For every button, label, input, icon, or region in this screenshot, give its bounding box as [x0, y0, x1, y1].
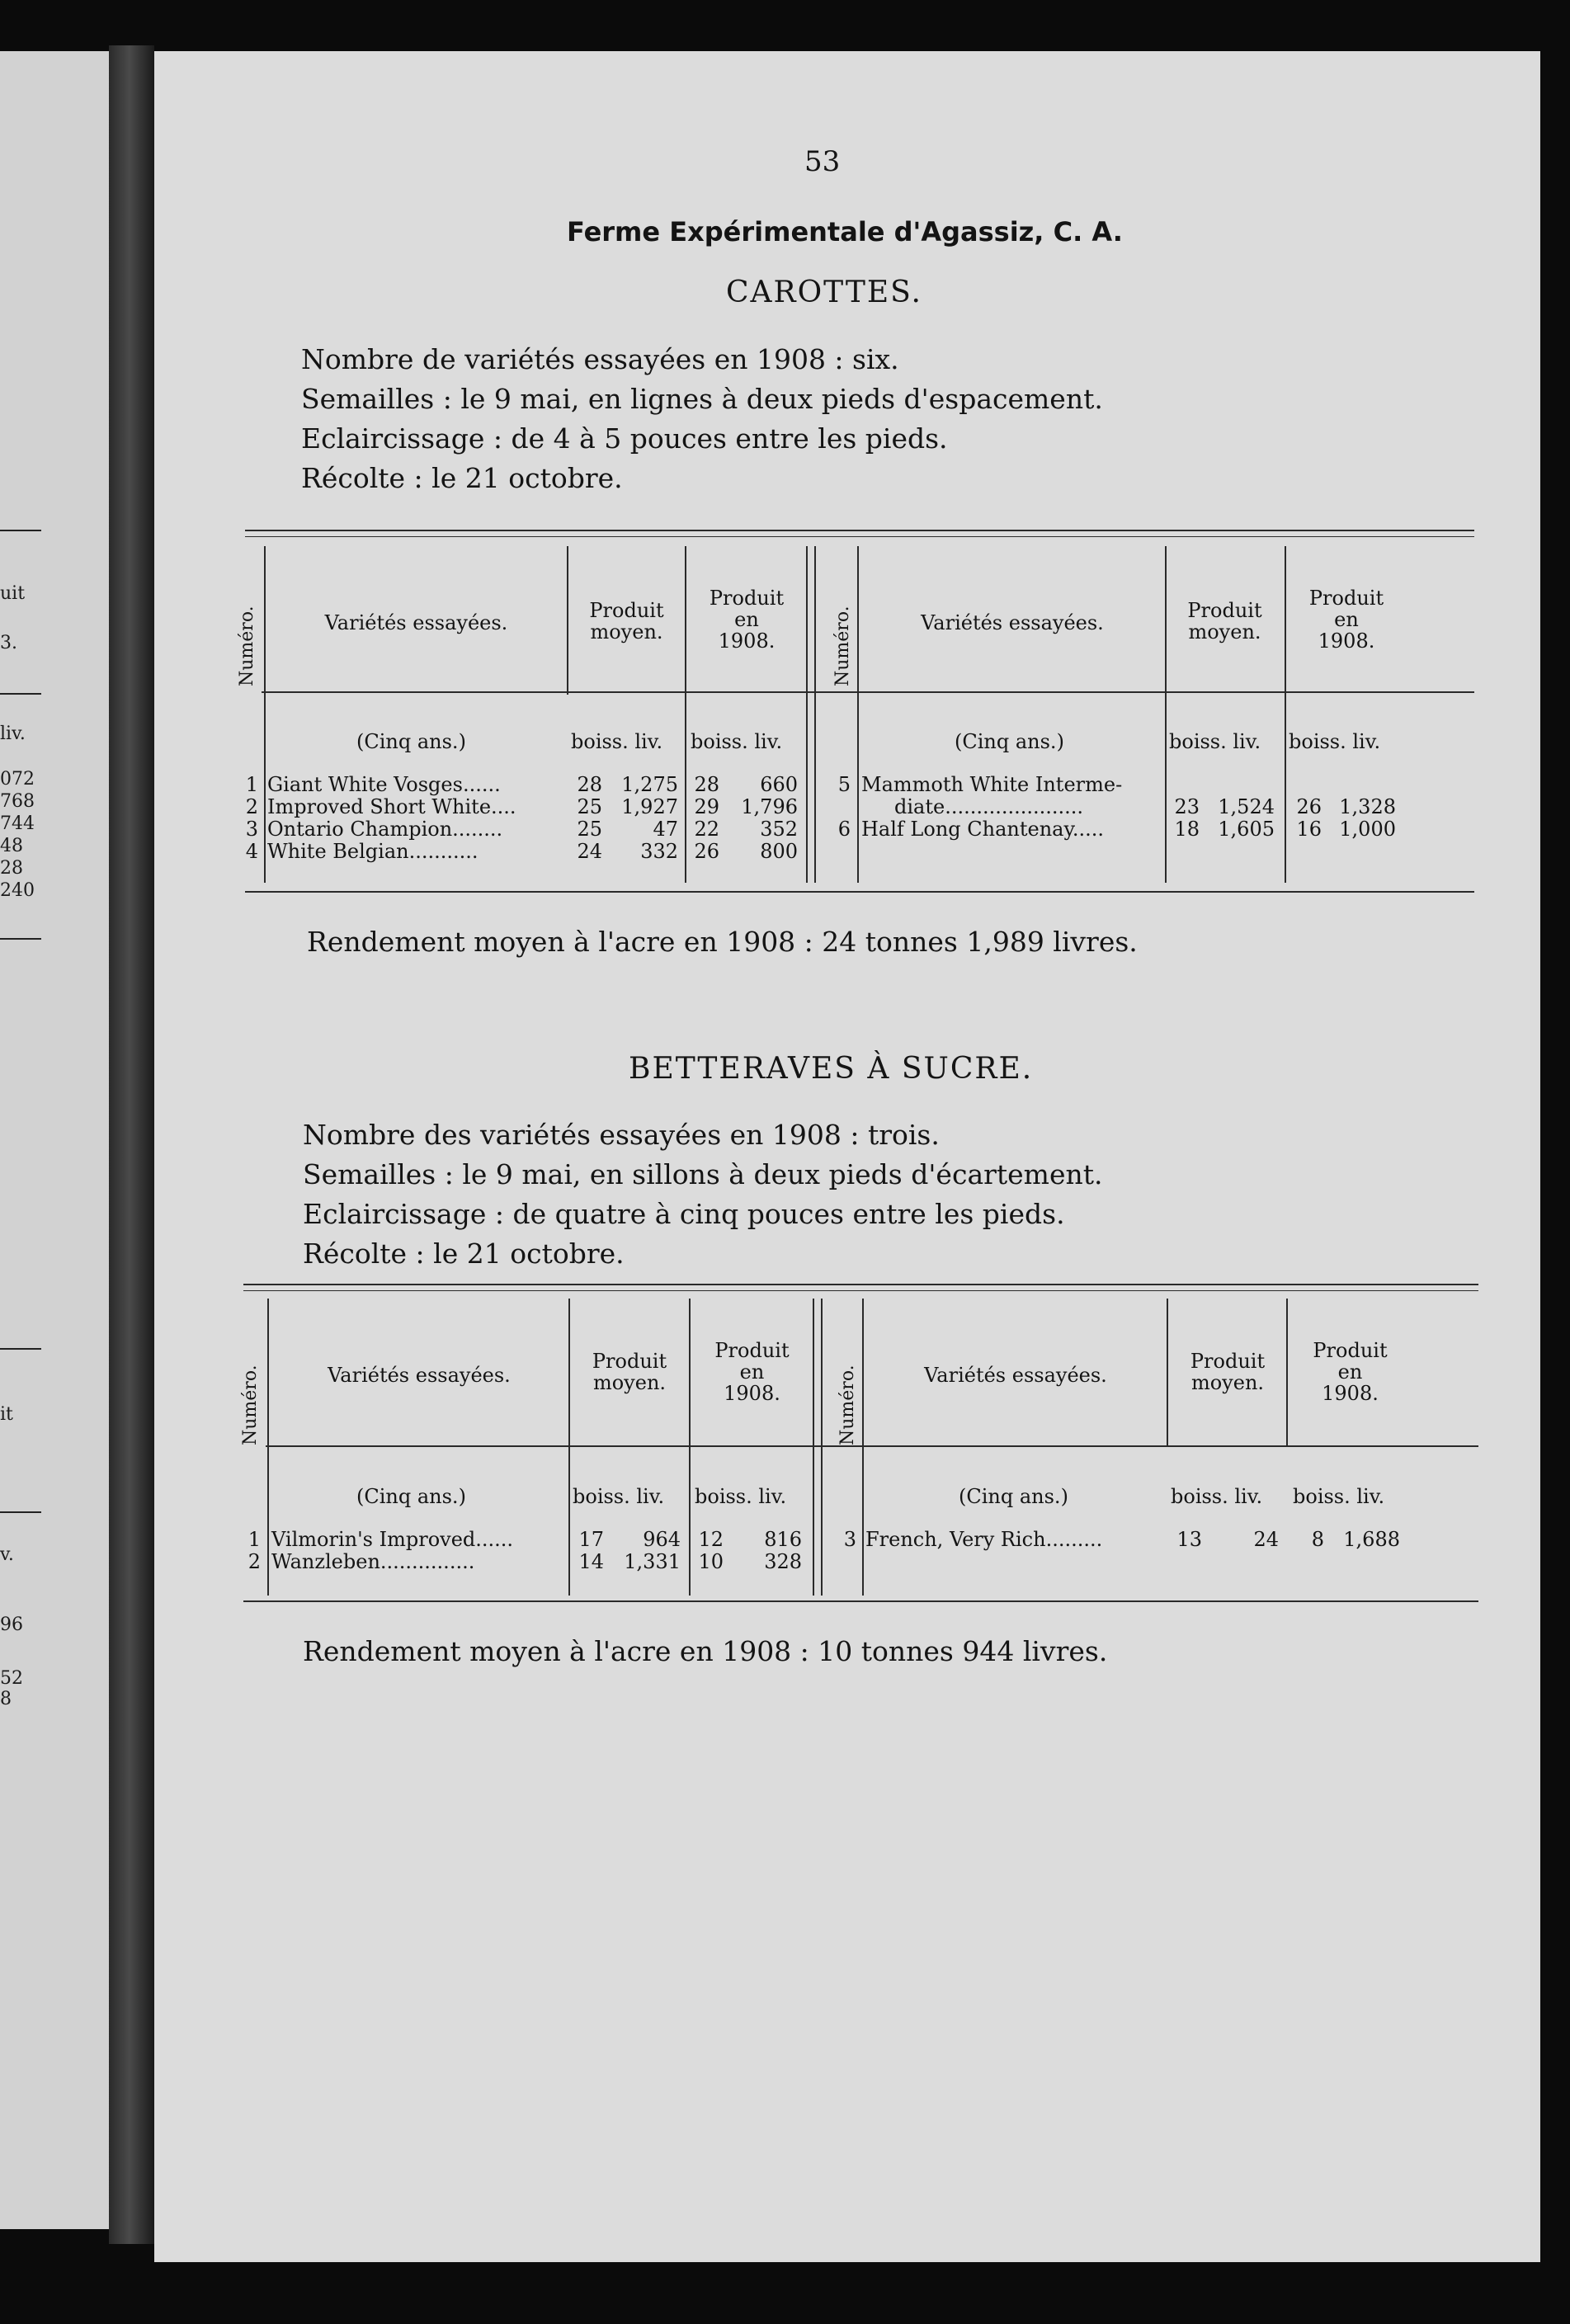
- header-produit-1908: [693, 1340, 811, 1404]
- header-text: 1908.: [724, 1382, 780, 1405]
- yield-liv: 352: [760, 818, 798, 841]
- col-divider: [862, 1299, 864, 1596]
- col-divider: [685, 546, 686, 883]
- avg-liv: 1,927: [621, 795, 678, 818]
- avg-liv: 47: [653, 818, 678, 841]
- left-page-text: 072: [0, 769, 35, 790]
- carottes-title: CAROTTES.: [726, 276, 922, 309]
- yield-boiss: 28: [694, 773, 719, 796]
- betteraves-title: BETTERAVES À SUCRE.: [629, 1052, 1034, 1086]
- yield-liv: 660: [760, 773, 798, 796]
- header-text: moyen.: [590, 620, 663, 643]
- avg-boiss: 25: [577, 795, 602, 818]
- row-number: 5: [837, 773, 851, 796]
- table-top-rule: [243, 1284, 1478, 1285]
- header-produit-moyen: [571, 600, 682, 643]
- avg-liv: 24: [1253, 1528, 1279, 1551]
- left-page-text: 52: [0, 1668, 23, 1689]
- carottes-summary: Rendement moyen à l'acre en 1908 : 24 tonnes 1,989 livres.: [307, 926, 1138, 958]
- header-varietes: Variétés essayées.: [324, 611, 508, 634]
- avg-liv: 1,524: [1218, 795, 1275, 818]
- left-page-text: 48: [0, 836, 23, 856]
- yield-boiss: 26: [1296, 795, 1322, 818]
- carottes-info-line: Eclaircissage : de 4 à 5 pouces entre les pieds.: [301, 422, 948, 455]
- subheader-units: boiss. liv.: [571, 730, 663, 753]
- row-number: 6: [837, 818, 851, 841]
- header-produit-1908: [1291, 1340, 1409, 1404]
- left-page-rule: [0, 530, 41, 531]
- header-numero: Numéro.: [240, 1365, 261, 1445]
- header-text: en: [1337, 1360, 1363, 1384]
- header-text: en: [734, 608, 759, 631]
- book-spine: [109, 45, 154, 2244]
- carottes-info-line: Récolte : le 21 octobre.: [301, 462, 623, 494]
- header-text: Produit: [714, 1339, 790, 1362]
- carottes-info-line: Nombre de variétés essayées en 1908 : six.: [301, 343, 899, 375]
- left-page-text: liv.: [0, 724, 26, 744]
- yield-boiss: 16: [1296, 818, 1322, 841]
- header-text: en: [1334, 608, 1359, 631]
- betteraves-info: [303, 1115, 1103, 1274]
- header-numero: Numéro.: [832, 606, 853, 686]
- avg-boiss: 14: [578, 1550, 604, 1573]
- avg-boiss: 28: [577, 773, 602, 796]
- variety-name: Mammoth White Interme-: [861, 773, 1123, 796]
- header-text: moyen.: [592, 1371, 667, 1394]
- variety-name: French, Very Rich.........: [865, 1528, 1103, 1551]
- avg-liv: 1,275: [621, 773, 678, 796]
- col-divider: [813, 1299, 814, 1596]
- header-produit-moyen: [1171, 1351, 1285, 1393]
- yield-liv: 800: [760, 840, 798, 863]
- left-page-text: 240: [0, 880, 35, 901]
- table-bottom-rule: [245, 891, 1474, 893]
- page-number: 53: [804, 145, 841, 178]
- header-varietes: Variétés essayées.: [924, 1364, 1107, 1387]
- header-rule: [266, 1445, 1478, 1447]
- row-number: 3: [843, 1528, 856, 1551]
- avg-liv: 332: [640, 840, 678, 863]
- left-page-text: uit: [0, 583, 26, 604]
- farm-title: Ferme Expérimentale d'Agassiz, C. A.: [567, 216, 1123, 247]
- variety-name: Giant White Vosges......: [267, 773, 501, 796]
- avg-liv: 964: [643, 1528, 681, 1551]
- header-text: moyen.: [1188, 620, 1261, 643]
- header-text: Produit: [1187, 599, 1262, 622]
- subheader-units: boiss. liv.: [1293, 1485, 1385, 1508]
- table-top-rule-thin: [243, 1290, 1478, 1291]
- yield-liv: 1,000: [1339, 818, 1396, 841]
- header-text: 1908.: [1318, 629, 1375, 653]
- header-produit-1908: [1289, 587, 1404, 652]
- col-divider: [264, 546, 266, 883]
- variety-name: White Belgian...........: [267, 840, 479, 863]
- yield-liv: 1,796: [741, 795, 798, 818]
- avg-boiss: 23: [1174, 795, 1200, 818]
- table-bottom-rule: [243, 1600, 1478, 1602]
- yield-boiss: 10: [698, 1550, 724, 1573]
- row-number: 2: [248, 1550, 261, 1573]
- yield-liv: 328: [764, 1550, 802, 1573]
- header-varietes: Variétés essayées.: [328, 1364, 511, 1387]
- col-divider: [1167, 1299, 1168, 1447]
- avg-boiss: 25: [577, 818, 602, 841]
- betteraves-info-line: Récolte : le 21 octobre.: [303, 1237, 625, 1270]
- variety-name: Improved Short White....: [267, 795, 516, 818]
- header-numero: Numéro.: [837, 1365, 858, 1445]
- yield-liv: 1,328: [1339, 795, 1396, 818]
- left-page-text: 768: [0, 791, 35, 812]
- header-text: Produit: [1308, 587, 1384, 610]
- col-divider: [814, 546, 816, 883]
- header-text: Produit: [709, 587, 785, 610]
- row-number: 1: [248, 1528, 261, 1551]
- left-page-fragment: [0, 51, 109, 2229]
- subheader-units: boiss. liv.: [573, 1485, 665, 1508]
- avg-boiss: 17: [578, 1528, 604, 1551]
- col-divider: [806, 546, 808, 883]
- subheader-cinq-ans: (Cinq ans.): [356, 730, 466, 753]
- table-top-rule: [245, 530, 1474, 531]
- header-produit-1908: [689, 587, 804, 652]
- avg-liv: 1,331: [624, 1550, 681, 1573]
- carottes-info: [301, 340, 1103, 498]
- col-divider: [1285, 546, 1286, 883]
- left-page-text: it: [0, 1404, 13, 1425]
- row-number: 1: [245, 773, 258, 796]
- header-text: Produit: [589, 599, 664, 622]
- yield-boiss: 8: [1311, 1528, 1324, 1551]
- table-top-rule-thin: [245, 536, 1474, 537]
- yield-liv: 1,688: [1343, 1528, 1400, 1551]
- header-text: 1908.: [718, 629, 776, 653]
- betteraves-summary: Rendement moyen à l'acre en 1908 : 10 tonnes 944 livres.: [303, 1635, 1108, 1667]
- header-text: Produit: [1313, 1339, 1388, 1362]
- avg-boiss: 13: [1176, 1528, 1202, 1551]
- header-text: 1908.: [1322, 1382, 1379, 1405]
- subheader-cinq-ans: (Cinq ans.): [356, 1485, 466, 1508]
- col-divider: [821, 1299, 823, 1596]
- header-varietes: Variétés essayées.: [921, 611, 1104, 634]
- yield-boiss: 12: [698, 1528, 724, 1551]
- variety-name: Ontario Champion........: [267, 818, 503, 841]
- header-text: Produit: [1190, 1350, 1266, 1373]
- variety-name: Wanzleben...............: [271, 1550, 475, 1573]
- left-page-rule: [0, 1348, 41, 1350]
- subheader-units: boiss. liv.: [695, 1485, 787, 1508]
- carottes-info-line: Semailles : le 9 mai, en lignes à deux pieds d'espacement.: [301, 383, 1103, 415]
- avg-liv: 1,605: [1218, 818, 1275, 841]
- subheader-cinq-ans: (Cinq ans.): [959, 1485, 1068, 1508]
- header-numero: Numéro.: [237, 606, 257, 686]
- left-page-text: 744: [0, 813, 35, 834]
- betteraves-info-line: Semailles : le 9 mai, en sillons à deux pieds d'écartement.: [303, 1158, 1103, 1190]
- left-page-rule: [0, 938, 41, 940]
- col-divider: [689, 1299, 691, 1596]
- subheader-units: boiss. liv.: [1171, 1485, 1263, 1508]
- variety-name: Half Long Chantenay.....: [861, 818, 1104, 841]
- col-divider: [1165, 546, 1167, 883]
- left-page-text: 8: [0, 1689, 12, 1709]
- subheader-units: boiss. liv.: [691, 730, 783, 753]
- header-rule: [262, 691, 1474, 693]
- left-page-text: v.: [0, 1544, 14, 1565]
- variety-name: Vilmorin's Improved......: [271, 1528, 514, 1551]
- left-page-text: 3.: [0, 633, 17, 653]
- header-produit-moyen: [1169, 600, 1280, 643]
- document-page: [154, 51, 1540, 2262]
- left-page-text: 96: [0, 1615, 23, 1635]
- left-page-text: 28: [0, 858, 23, 879]
- row-number: 4: [245, 840, 258, 863]
- variety-name-cont: diate......................: [894, 795, 1084, 818]
- subheader-units: boiss. liv.: [1289, 730, 1381, 753]
- left-page-rule: [0, 693, 41, 695]
- col-divider: [568, 1299, 570, 1596]
- yield-boiss: 26: [694, 840, 719, 863]
- betteraves-info-line: Eclaircissage : de quatre à cinq pouces entre les pieds.: [303, 1198, 1065, 1230]
- avg-boiss: 24: [577, 840, 602, 863]
- left-page-rule: [0, 1511, 41, 1513]
- avg-boiss: 18: [1174, 818, 1200, 841]
- row-number: 3: [245, 818, 258, 841]
- header-text: en: [739, 1360, 765, 1384]
- header-produit-moyen: [573, 1351, 686, 1393]
- col-divider: [267, 1299, 269, 1596]
- col-divider: [1286, 1299, 1288, 1447]
- yield-boiss: 22: [694, 818, 719, 841]
- row-number: 2: [245, 795, 258, 818]
- betteraves-info-line: Nombre des variétés essayées en 1908 : trois.: [303, 1119, 940, 1151]
- subheader-cinq-ans: (Cinq ans.): [955, 730, 1064, 753]
- subheader-units: boiss. liv.: [1169, 730, 1261, 753]
- col-divider: [567, 546, 568, 695]
- yield-boiss: 29: [694, 795, 719, 818]
- yield-liv: 816: [764, 1528, 802, 1551]
- header-text: moyen.: [1190, 1371, 1265, 1394]
- header-text: Produit: [592, 1350, 667, 1373]
- col-divider: [857, 546, 859, 883]
